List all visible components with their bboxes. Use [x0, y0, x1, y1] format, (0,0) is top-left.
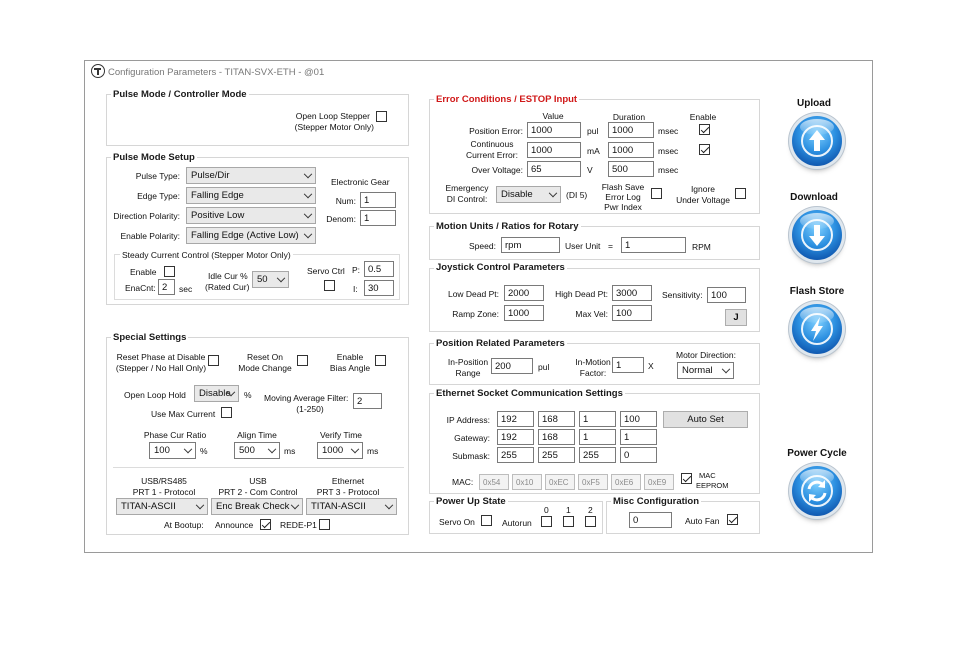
- autorun-1-checkbox[interactable]: [563, 516, 574, 527]
- moving-average-label: Moving Average Filter:: [264, 393, 349, 403]
- open-loop-hold-select[interactable]: [194, 385, 239, 402]
- ip-octet-2[interactable]: 168: [538, 411, 575, 427]
- sec-label: sec: [179, 284, 193, 294]
- gw-octet-4[interactable]: 1: [620, 429, 657, 445]
- power-cycle-button[interactable]: [792, 466, 842, 516]
- ignore-uv-label2: Under Voltage: [676, 195, 730, 205]
- sc-enable-checkbox[interactable]: [164, 266, 175, 277]
- ip-octet-1[interactable]: 192: [497, 411, 534, 427]
- chevron-down-icon: [304, 230, 312, 238]
- chevron-down-icon: [196, 501, 204, 509]
- low-dead-label: Low Dead Pt:: [447, 289, 499, 299]
- pulse-mode-title: Pulse Mode / Controller Mode: [113, 89, 247, 100]
- num-label: Num:: [335, 196, 356, 206]
- sub-octet-4[interactable]: 0: [620, 447, 657, 463]
- flash-store-button[interactable]: [792, 304, 842, 354]
- cont-current-label2: Current Error:: [466, 150, 518, 160]
- joystick-j-button[interactable]: J: [725, 309, 747, 326]
- ramp-zone-label: Ramp Zone:: [452, 309, 499, 319]
- sub-octet-3[interactable]: 255: [579, 447, 616, 463]
- enable-polarity-label: Enable Polarity:: [120, 231, 180, 241]
- idle-cur-value: 50: [257, 274, 268, 285]
- ip-octet-4[interactable]: 100: [620, 411, 657, 427]
- servo-ctrl-label: Servo Ctrl: [307, 266, 345, 276]
- idle-cur-select[interactable]: [252, 271, 289, 288]
- enable-bias-label: Enable: [336, 352, 364, 362]
- moving-average-input[interactable]: 2: [353, 393, 382, 409]
- sc-enable-label: Enable: [130, 267, 157, 277]
- direction-polarity-label: Direction Polarity:: [113, 211, 180, 221]
- open-loop-hold-value: Disable: [199, 388, 231, 399]
- edge-type-value: Falling Edge: [191, 190, 244, 201]
- at-bootup-label: At Bootup:: [164, 520, 204, 530]
- verify-ms-label: ms: [367, 446, 379, 456]
- sub-octet-1[interactable]: 255: [497, 447, 534, 463]
- in-motion-label: In-Motion: [575, 357, 611, 367]
- emergency-value: Disable: [501, 189, 533, 200]
- moving-average-sublabel: (1-250): [296, 404, 324, 414]
- upload-label: Upload: [797, 98, 831, 109]
- chevron-down-icon: [304, 210, 312, 218]
- chevron-down-icon: [304, 190, 312, 198]
- ip-label: IP Address:: [446, 415, 490, 425]
- over-voltage-msec: msec: [658, 165, 679, 175]
- prt1-label: PRT 1 - Protocol: [132, 487, 196, 497]
- reset-on-label: Reset On: [247, 352, 283, 362]
- special-settings-title: Special Settings: [113, 332, 187, 343]
- announce-checkbox[interactable]: [260, 519, 271, 530]
- upload-button[interactable]: [792, 116, 842, 166]
- lightning-icon: [792, 304, 842, 354]
- denom-label: Denom:: [326, 214, 356, 224]
- denom-input[interactable]: 1: [360, 210, 396, 226]
- prt2-value: Enc Break Check: [216, 501, 290, 512]
- align-time-value: 500: [239, 445, 255, 456]
- autorun-label: Autorun: [502, 518, 532, 528]
- chevron-down-icon: [268, 445, 276, 453]
- high-dead-label: High Dead Pt:: [555, 289, 608, 299]
- app-logo-icon: [91, 64, 105, 78]
- autorun-2-checkbox[interactable]: [585, 516, 596, 527]
- ethernet-label: Ethernet: [331, 476, 365, 486]
- autorun-1-label: 1: [566, 505, 571, 515]
- emergency-select[interactable]: [496, 186, 561, 203]
- motor-direction-select[interactable]: [677, 362, 734, 379]
- p-label: P:: [352, 265, 361, 275]
- cont-current-enable[interactable]: [699, 144, 710, 155]
- chevron-down-icon: [385, 501, 393, 509]
- sensitivity-input[interactable]: 100: [707, 287, 746, 303]
- gw-octet-1[interactable]: 192: [497, 429, 534, 445]
- reset-phase-label: Reset Phase at Disable: [116, 352, 206, 362]
- emergency-label2: DI Control:: [446, 194, 488, 204]
- reset-on-sublabel: Mode Change: [238, 363, 292, 373]
- align-time-label: Align Time: [237, 430, 277, 440]
- reset-phase-sublabel: (Stepper / No Hall Only): [115, 363, 207, 373]
- num-input[interactable]: 1: [360, 192, 396, 208]
- power-cycle-label: Power Cycle: [787, 448, 847, 459]
- autorun-0-checkbox[interactable]: [541, 516, 552, 527]
- flash-save-checkbox[interactable]: [651, 188, 662, 199]
- prt3-label: PRT 3 - Protocol: [316, 487, 380, 497]
- reset-phase-checkbox[interactable]: [208, 355, 219, 366]
- window-title: Configuration Parameters - TITAN-SVX-ETH - @01: [108, 67, 325, 78]
- di5-label: (DI 5): [566, 190, 588, 200]
- chevron-down-icon: [291, 501, 299, 509]
- prt1-select[interactable]: [116, 498, 208, 515]
- verify-time-value: 1000: [322, 445, 344, 456]
- servo-on-checkbox[interactable]: [481, 515, 492, 526]
- steady-current-title: Steady Current Control (Stepper Motor Only): [122, 250, 291, 260]
- flash-save-label2: Error Log: [605, 192, 641, 202]
- in-position-input[interactable]: 200: [491, 358, 533, 374]
- user-unit-label: User Unit: [565, 241, 601, 251]
- prt2-label: PRT 2 - Com Control: [218, 487, 298, 497]
- align-ms-label: ms: [284, 446, 296, 456]
- phase-cur-ratio-select[interactable]: [149, 442, 196, 459]
- prt3-select[interactable]: [306, 498, 397, 515]
- mac-byte-6[interactable]: 0xE9: [644, 474, 674, 490]
- auto-set-button[interactable]: Auto Set: [663, 411, 748, 428]
- phase-cur-ratio-label: Phase Cur Ratio: [143, 430, 207, 440]
- servo-ctrl-checkbox[interactable]: [324, 280, 335, 291]
- error-conditions-title: Error Conditions / ESTOP Input: [436, 94, 578, 105]
- over-voltage-unit: V: [587, 165, 593, 175]
- ethernet-title: Ethernet Socket Communication Settings: [436, 388, 623, 399]
- auto-fan-checkbox[interactable]: [727, 514, 738, 525]
- in-motion-label2: Factor:: [579, 368, 607, 378]
- mac-byte-4[interactable]: 0xF5: [578, 474, 608, 490]
- cont-current-input[interactable]: 1000: [527, 142, 581, 158]
- edge-type-label: Edge Type:: [137, 191, 180, 201]
- enable-polarity-select[interactable]: [186, 227, 316, 244]
- equals-label: =: [608, 241, 613, 251]
- position-error-msec: msec: [658, 126, 679, 136]
- verify-time-select[interactable]: [317, 442, 363, 459]
- chevron-down-icon: [549, 189, 557, 197]
- ramp-zone-input[interactable]: 1000: [504, 305, 544, 321]
- verify-time-label: Verify Time: [319, 430, 363, 440]
- upload-arrow-icon: [792, 116, 842, 166]
- value-header: Value: [542, 111, 564, 121]
- mac-byte-2[interactable]: 0x10: [512, 474, 542, 490]
- phase-cur-ratio-value: 100: [154, 445, 170, 456]
- motion-units-title: Motion Units / Ratios for Rotary: [436, 221, 579, 232]
- protocol-divider: [113, 467, 404, 468]
- rpm-label: RPM: [692, 242, 711, 252]
- emergency-label: Emergency: [445, 183, 489, 193]
- rede-label: REDE-P1: [280, 520, 317, 530]
- in-position-label2: Range: [455, 368, 481, 378]
- rede-checkbox[interactable]: [319, 519, 330, 530]
- download-label: Download: [790, 192, 838, 203]
- motor-direction-value: Normal: [682, 365, 713, 376]
- mac-byte-3[interactable]: 0xEC: [545, 474, 575, 490]
- download-button[interactable]: [792, 210, 842, 260]
- position-error-label: Position Error:: [469, 126, 523, 136]
- gw-octet-3[interactable]: 1: [579, 429, 616, 445]
- refresh-icon: [792, 466, 842, 516]
- mac-byte-1[interactable]: 0x54: [479, 474, 509, 490]
- servo-on-label: Servo On: [439, 517, 475, 527]
- enable-bias-sublabel: Bias Angle: [329, 363, 371, 373]
- edge-type-select[interactable]: [186, 187, 316, 204]
- sensitivity-label: Sensitivity:: [662, 290, 703, 300]
- in-position-unit: pul: [538, 362, 550, 372]
- pulse-type-select[interactable]: [186, 167, 316, 184]
- enacnt-input[interactable]: 2: [158, 279, 175, 295]
- pulse-setup-title: Pulse Mode Setup: [113, 152, 195, 163]
- position-error-unit: pul: [587, 126, 599, 136]
- direction-polarity-value: Positive Low: [191, 210, 245, 221]
- chevron-down-icon: [184, 445, 192, 453]
- mac-eeprom-label: MAC: [699, 471, 716, 480]
- reset-on-checkbox[interactable]: [297, 355, 308, 366]
- phase-pct-label: %: [200, 446, 208, 456]
- chevron-down-icon: [304, 170, 312, 178]
- usb-label: USB: [249, 476, 267, 486]
- misc-input[interactable]: 0: [629, 512, 672, 528]
- mac-eeprom-label2: EEPROM: [696, 481, 729, 490]
- open-loop-checkbox[interactable]: [376, 111, 387, 122]
- idle-cur-sublabel: (Rated Cur): [205, 282, 250, 292]
- prt2-select[interactable]: [211, 498, 303, 515]
- high-dead-input[interactable]: 3000: [612, 285, 652, 301]
- chevron-down-icon: [722, 365, 730, 373]
- mac-eeprom-checkbox[interactable]: [681, 473, 692, 484]
- ratio-input[interactable]: 1: [621, 237, 686, 253]
- over-voltage-input[interactable]: 65: [527, 161, 581, 177]
- enable-polarity-value: Falling Edge (Active Low): [191, 230, 299, 241]
- open-loop-sublabel: (Stepper Motor Only): [294, 122, 374, 132]
- position-error-enable[interactable]: [699, 124, 710, 135]
- mac-byte-5[interactable]: 0xE6: [611, 474, 641, 490]
- use-max-current-label: Use Max Current: [151, 409, 216, 419]
- ignore-uv-label: Ignore: [690, 184, 716, 194]
- low-dead-input[interactable]: 2000: [504, 285, 544, 301]
- direction-polarity-select[interactable]: [186, 207, 316, 224]
- in-motion-input[interactable]: 1: [612, 357, 644, 373]
- max-vel-input[interactable]: 100: [612, 305, 652, 321]
- ignore-uv-checkbox[interactable]: [735, 188, 746, 199]
- cont-current-duration[interactable]: 1000: [608, 142, 654, 158]
- electronic-gear-label: Electronic Gear: [331, 177, 390, 187]
- pct-label: %: [244, 390, 252, 400]
- align-time-select[interactable]: [234, 442, 280, 459]
- auto-fan-label: Auto Fan: [685, 516, 720, 526]
- announce-label: Announce: [215, 520, 254, 530]
- gw-octet-2[interactable]: 168: [538, 429, 575, 445]
- open-loop-label: Open Loop Stepper: [295, 111, 370, 121]
- position-error-duration[interactable]: 1000: [608, 122, 654, 138]
- enable-header: Enable: [689, 112, 717, 122]
- pulse-type-label: Pulse Type:: [135, 171, 180, 181]
- duration-header: Duration: [612, 112, 646, 122]
- speed-input[interactable]: rpm: [501, 237, 560, 253]
- pulse-type-value: Pulse/Dir: [191, 170, 230, 181]
- enacnt-label: EnaCnt:: [125, 283, 156, 293]
- chevron-down-icon: [351, 445, 359, 453]
- prt1-value: TITAN-ASCII: [121, 501, 176, 512]
- sub-octet-2[interactable]: 255: [538, 447, 575, 463]
- ip-octet-3[interactable]: 1: [579, 411, 616, 427]
- usb485-label: USB/RS485: [141, 476, 187, 486]
- max-vel-label: Max Vel:: [575, 309, 608, 319]
- over-voltage-label: Over Voltage:: [471, 165, 523, 175]
- submask-label: Submask:: [452, 451, 490, 461]
- chevron-down-icon: [277, 274, 285, 282]
- p-input[interactable]: 0.5: [364, 261, 394, 277]
- motor-direction-label: Motor Direction:: [676, 350, 736, 360]
- misc-title: Misc Configuration: [613, 496, 700, 507]
- speed-label: Speed:: [469, 241, 496, 251]
- idle-cur-label: Idle Cur %: [208, 271, 248, 281]
- flash-save-label3: Pwr Index: [604, 202, 642, 212]
- enable-bias-checkbox[interactable]: [375, 355, 386, 366]
- autorun-0-label: 0: [544, 505, 549, 515]
- open-loop-hold-label: Open Loop Hold: [124, 390, 186, 400]
- gateway-label: Gateway:: [454, 433, 490, 443]
- prt3-value: TITAN-ASCII: [311, 501, 366, 512]
- use-max-current-checkbox[interactable]: [221, 407, 232, 418]
- power-up-title: Power Up State: [436, 496, 506, 507]
- position-title: Position Related Parameters: [436, 338, 565, 349]
- cont-current-label: Continuous: [470, 139, 514, 149]
- i-label: I:: [353, 284, 358, 294]
- i-input[interactable]: 30: [364, 280, 394, 296]
- over-voltage-duration[interactable]: 500: [608, 161, 654, 177]
- in-position-label: In-Position: [447, 357, 489, 367]
- in-motion-x: X: [648, 361, 654, 371]
- flash-save-label: Flash Save: [601, 182, 645, 192]
- joystick-title: Joystick Control Parameters: [436, 262, 565, 273]
- download-arrow-icon: [792, 210, 842, 260]
- autorun-2-label: 2: [588, 505, 593, 515]
- flash-store-label: Flash Store: [789, 286, 845, 297]
- cont-current-unit: mA: [587, 146, 600, 156]
- cont-current-msec: msec: [658, 146, 679, 156]
- position-error-input[interactable]: 1000: [527, 122, 581, 138]
- mac-label: MAC:: [452, 477, 474, 487]
